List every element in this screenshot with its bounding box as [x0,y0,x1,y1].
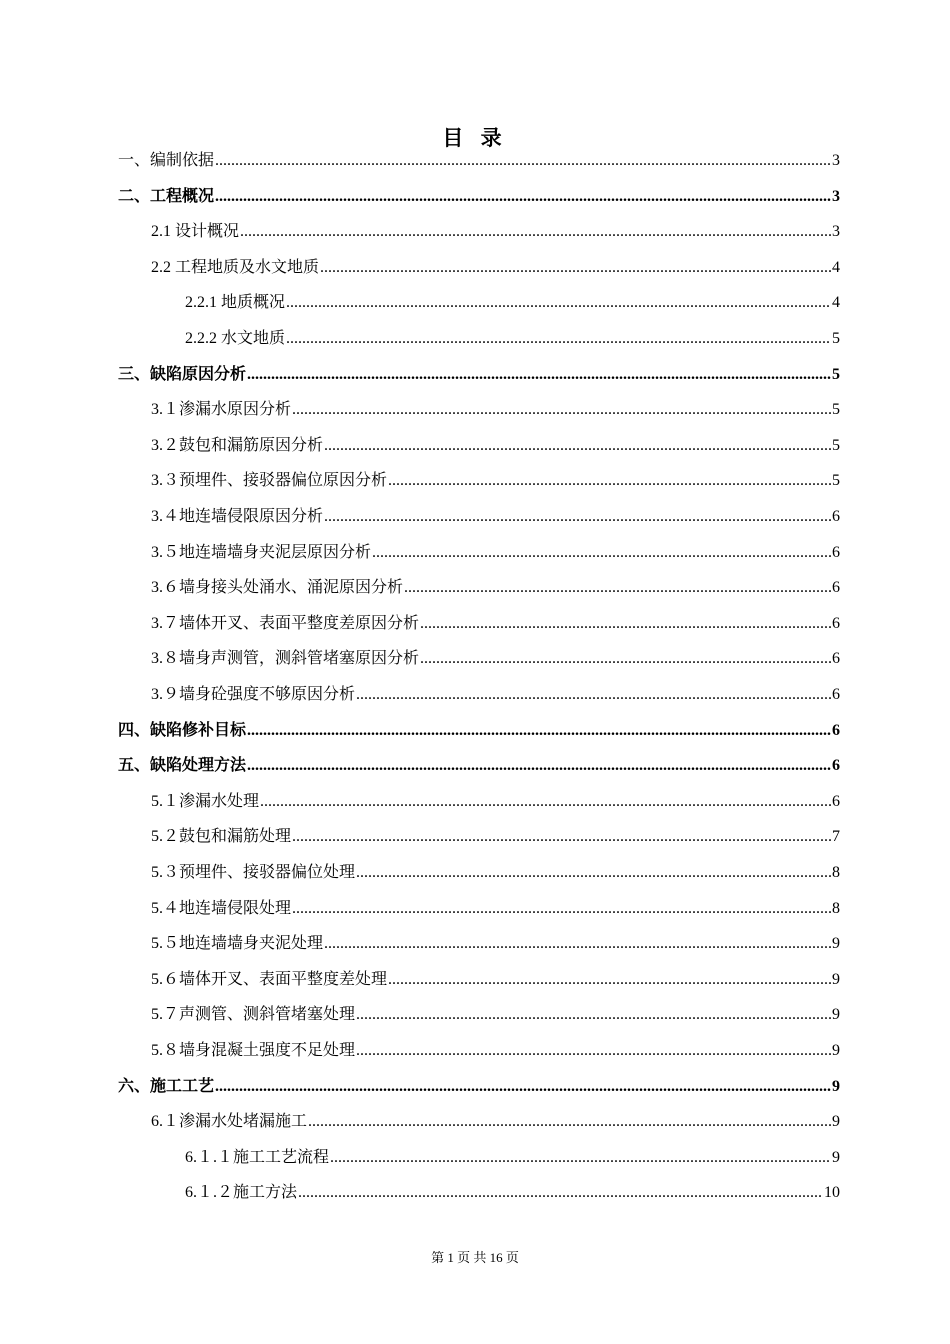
toc-entry[interactable] [151,252,840,278]
toc-page-number: 5 [832,401,840,419]
toc-dot-leader [320,258,831,278]
toc-entry-title: 2.1 设计概况 [151,223,240,241]
toc-entry-title: 5.７声测管、测斜管堵塞处理 [151,1006,356,1024]
toc-entry-title: 3.３预埋件、接驳器偏位原因分析 [151,472,388,490]
toc-entry-title: 5.３预埋件、接驳器偏位处理 [151,864,356,881]
toc-page-number: 5 [832,436,840,454]
toc-page-number: 8 [832,864,840,881]
toc-entry[interactable] [185,1177,840,1203]
toc-page-number: 5 [832,472,840,490]
toc-page-number: 6 [832,614,840,632]
toc-page-number: 5 [832,365,840,383]
toc-entry-title: 3.５地连墙墙身夹泥层原因分析 [151,543,372,561]
toc-entry-title: 一、编制依据 [118,152,215,169]
toc-entry-title: 2.2.1 地质概况 [185,294,286,312]
toc-entry-title: 3.９墙身砼强度不够原因分析 [151,686,356,703]
toc-dot-leader [404,578,831,598]
toc-entry[interactable] [118,145,840,171]
toc-dot-leader [324,507,831,527]
toc-entry[interactable] [185,287,840,313]
toc-page-number: 3 [832,187,840,205]
toc-page-number: 9 [832,970,840,988]
toc-entry[interactable] [118,1071,840,1097]
toc-entry-title: 3.７墙体开叉、表面平整度差原因分析 [151,614,420,632]
toc-page-number: 3 [832,223,840,241]
toc-entry-title: 五、缺陷处理方法 [118,757,247,775]
toc-page-number: 9 [832,1077,840,1095]
toc-page-number: 6 [832,650,840,668]
toc-page-number: 4 [832,258,840,276]
toc-dot-leader [247,721,831,741]
toc-dot-leader [420,649,831,669]
toc-entry[interactable] [151,608,840,634]
toc-page-number: 9 [832,1113,840,1131]
toc-dot-leader [298,1183,823,1203]
toc-page-number: 6 [832,508,840,525]
toc-entry[interactable] [151,1106,840,1132]
toc-page-number: 3 [832,152,840,169]
toc-page-number: 6 [832,792,840,810]
toc-dot-leader [215,187,831,207]
toc-entry[interactable] [151,394,840,420]
toc-entry-title: 5.２鼓包和漏筋处理 [151,828,292,846]
toc-dot-leader [308,1112,831,1132]
toc-entry[interactable] [151,821,840,847]
toc-entry-title: 6.１.２施工方法 [185,1184,298,1202]
toc-dot-leader [292,899,831,919]
toc-dot-leader [215,1077,831,1097]
toc-dot-leader [356,863,831,883]
toc-entry[interactable] [185,323,840,349]
toc-entry-title: 三、缺陷原因分析 [118,365,247,383]
toc-entry-title: 3.２鼓包和漏筋原因分析 [151,436,324,454]
toc-entry-title: 2.2 工程地质及水文地质 [151,258,320,276]
toc-entry[interactable] [151,501,840,527]
toc-entry[interactable] [118,750,840,776]
toc-entry[interactable] [151,465,840,491]
toc-dot-leader [388,970,831,990]
toc-entry[interactable] [118,359,840,385]
toc-title: 目 录 [442,126,508,150]
toc-entry-title: 5.５地连墙墙身夹泥处理 [151,935,324,953]
toc-entry-title: 5.６墙体开叉、表面平整度差处理 [151,970,388,988]
toc-entry[interactable] [118,181,840,207]
toc-entry[interactable] [151,928,840,954]
toc-entry[interactable] [151,786,840,812]
page-footer: 第 1 页 共 16 页 [431,1250,519,1265]
toc-entry[interactable] [151,893,840,919]
toc-page-number: 7 [832,828,840,846]
toc-dot-leader [356,1041,831,1061]
toc-entry[interactable] [185,1142,840,1168]
toc-dot-leader [324,436,831,456]
toc-dot-leader [330,1148,831,1168]
toc-entry[interactable] [151,857,840,883]
toc-dot-leader [372,543,831,563]
toc-page-number: 6 [832,543,840,561]
toc-entry-title: 四、缺陷修补目标 [118,721,247,739]
toc-entry[interactable] [151,572,840,598]
toc-entry[interactable] [151,216,840,242]
toc-entry[interactable] [151,1035,840,1061]
toc-entry[interactable] [151,643,840,669]
toc-dot-leader [240,222,831,242]
toc-entry[interactable] [151,430,840,456]
toc-entry[interactable] [151,999,840,1025]
toc-page-number: 5 [832,330,840,347]
toc-dot-leader [215,151,831,171]
toc-page-number: 9 [832,1042,840,1059]
toc-dot-leader [247,365,831,385]
toc-dot-leader [286,329,831,349]
toc-entry-title: 6.１.１施工工艺流程 [185,1148,330,1166]
toc-page-number: 8 [832,899,840,917]
toc-dot-leader [260,792,831,812]
toc-dot-leader [356,685,831,705]
toc-dot-leader [292,827,831,847]
toc-page-number: 10 [824,1184,840,1202]
toc-entry-title: 3.６墙身接头处涌水、涌泥原因分析 [151,579,404,597]
toc-entry-title: 5.４地连墙侵限处理 [151,899,292,917]
toc-entry-title: 5.１渗漏水处理 [151,792,260,810]
toc-page-number: 4 [832,294,840,312]
toc-page-number: 6 [832,579,840,597]
toc-page-number: 6 [832,757,840,775]
toc-entry[interactable] [151,537,840,563]
toc-page-number: 9 [832,1148,840,1166]
toc-dot-leader [292,400,831,420]
toc-dot-leader [286,293,831,313]
toc-entry-title: 6.１渗漏水处堵漏施工 [151,1113,308,1131]
toc-entry-title: 二、工程概况 [118,187,215,205]
toc-entry-title: 六、施工工艺 [118,1077,215,1095]
toc-page-number: 6 [832,721,840,739]
toc-page-number: 9 [832,1006,840,1024]
toc-entry-title: 3.８墙身声测管，测斜管堵塞原因分析 [151,650,420,668]
toc-entry[interactable] [118,715,840,741]
toc-entry-title: 2.2.2 水文地质 [185,330,286,347]
toc-dot-leader [388,471,831,491]
toc-entry-title: 5.８墙身混凝土强度不足处理 [151,1042,356,1059]
toc-entry-title: 3.１渗漏水原因分析 [151,401,292,419]
toc-dot-leader [247,756,831,776]
toc-dot-leader [356,1005,831,1025]
toc-entry[interactable] [151,964,840,990]
toc-entry[interactable] [151,679,840,705]
toc-dot-leader [324,934,831,954]
toc-page-number: 6 [832,686,840,703]
toc-dot-leader [420,614,831,634]
toc-entry-title: 3.４地连墙侵限原因分析 [151,508,324,525]
toc-page-number: 9 [832,935,840,953]
